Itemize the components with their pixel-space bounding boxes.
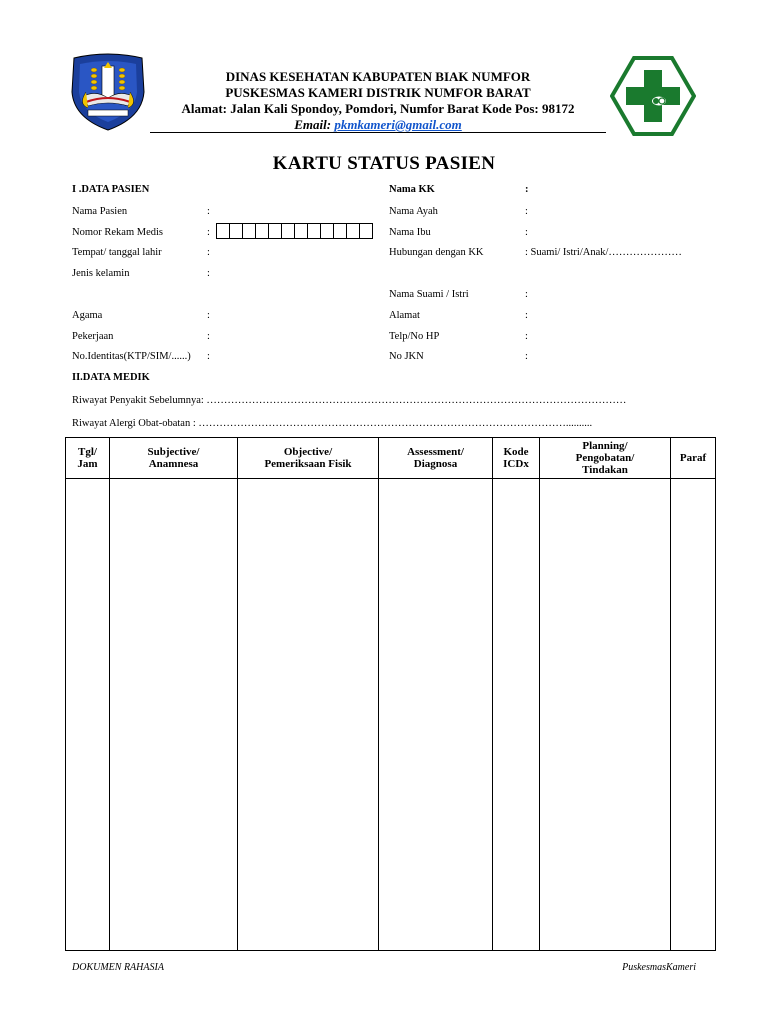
- col-header-tgl-jam: Tgl/ Jam: [66, 438, 110, 479]
- field-hubungan-kk-value: : Suami/ Istri/Anak/…………………: [525, 247, 682, 258]
- field-riwayat-penyakit: Riwayat Penyakit Sebelumnya: …………………………………………………………………………………………………………: [72, 395, 627, 406]
- digit-box[interactable]: [333, 223, 347, 239]
- regency-coat-of-arms-icon: [66, 52, 150, 132]
- field-alamat-colon: :: [525, 310, 528, 321]
- table-row: [66, 479, 716, 951]
- field-telp-label: Telp/No HP: [389, 331, 440, 342]
- cell-paraf[interactable]: [671, 479, 716, 951]
- header-institution: DINAS KESEHATAN KABUPATEN BIAK NUMFOR: [225, 69, 531, 84]
- field-nama-pasien-label: Nama Pasien: [72, 206, 128, 217]
- header-email: [150, 117, 606, 133]
- field-agama-label: Agama: [72, 310, 103, 321]
- footer-confidential: DOKUMEN RAHASIA: [72, 962, 164, 973]
- field-nama-ayah-colon: :: [525, 206, 528, 217]
- cell-tgl-jam[interactable]: [66, 479, 110, 951]
- section-data-pasien: I .DATA PASIEN: [72, 184, 150, 195]
- rekam-medis-boxes[interactable]: [216, 223, 372, 239]
- header-puskesmas: PUSKESMAS KAMERI DISTRIK NUMFOR BARAT: [225, 85, 531, 100]
- field-nama-ayah-label: Nama Ayah: [389, 206, 438, 217]
- digit-box[interactable]: [294, 223, 308, 239]
- digit-box[interactable]: [255, 223, 269, 239]
- field-tempat-lahir-label: Tempat/ tanggal lahir: [72, 247, 162, 258]
- field-nama-kk-colon: :: [525, 184, 529, 195]
- digit-box[interactable]: [229, 223, 243, 239]
- field-hubungan-kk-label: Hubungan dengan KK: [389, 247, 484, 258]
- field-pekerjaan-label: Pekerjaan: [72, 331, 114, 342]
- cell-planning[interactable]: [540, 479, 671, 951]
- field-telp-colon: :: [525, 331, 528, 342]
- field-rekam-medis-colon: :: [207, 227, 210, 238]
- field-jenis-kelamin-colon: :: [207, 268, 210, 279]
- field-nama-pasien-colon: :: [207, 206, 210, 217]
- field-jenis-kelamin-label: Jenis kelamin: [72, 268, 130, 279]
- digit-box[interactable]: [281, 223, 295, 239]
- header-divider: [150, 132, 606, 133]
- field-tempat-lahir-colon: :: [207, 247, 210, 258]
- field-no-jkn-colon: :: [525, 351, 528, 362]
- digit-box[interactable]: [307, 223, 321, 239]
- email-label: Email:: [294, 117, 332, 132]
- col-header-subjective: Subjective/ Anamnesa: [110, 438, 238, 479]
- digit-box[interactable]: [216, 223, 230, 239]
- field-alamat-label: Alamat: [389, 310, 420, 321]
- field-nama-suami-istri-label: Nama Suami / Istri: [389, 289, 469, 300]
- field-no-jkn-label: No JKN: [389, 351, 424, 362]
- digit-box[interactable]: [359, 223, 373, 239]
- col-header-kode-icdx: Kode ICDx: [493, 438, 540, 479]
- section-data-medik: II.DATA MEDIK: [72, 372, 150, 383]
- field-nama-ibu-colon: :: [525, 227, 528, 238]
- header-address: Alamat: Jalan Kali Spondoy, Pomdori, Numfor Barat Kode Pos: 98172: [181, 101, 575, 116]
- cell-subjective[interactable]: [110, 479, 238, 951]
- digit-box[interactable]: [268, 223, 282, 239]
- digit-box[interactable]: [346, 223, 360, 239]
- field-identitas-label: No.Identitas(KTP/SIM/......): [72, 351, 191, 362]
- footer-puskesmas: PuskesmasKameri: [622, 962, 696, 973]
- field-nama-ibu-label: Nama Ibu: [389, 227, 431, 238]
- field-pekerjaan-colon: :: [207, 331, 210, 342]
- field-nama-kk-label: Nama KK: [389, 184, 435, 195]
- field-agama-colon: :: [207, 310, 210, 321]
- cell-objective[interactable]: [238, 479, 379, 951]
- col-header-planning: Planning/ Pengobatan/ Tindakan: [540, 438, 671, 479]
- soap-table: [65, 437, 716, 951]
- field-nama-suami-istri-colon: :: [525, 289, 528, 300]
- cell-assessment[interactable]: [379, 479, 493, 951]
- page-title: KARTU STATUS PASIEN: [272, 153, 496, 174]
- cell-kode-icdx[interactable]: [493, 479, 540, 951]
- field-identitas-colon: :: [207, 351, 210, 362]
- email-link[interactable]: pkmkameri@gmail.com: [334, 117, 462, 132]
- col-header-assessment: Assessment/ Diagnosa: [379, 438, 493, 479]
- field-rekam-medis-label: Nomor Rekam Medis: [72, 227, 163, 238]
- digit-box[interactable]: [320, 223, 334, 239]
- puskesmas-cross-logo-icon: [610, 56, 696, 136]
- table-header-row: [66, 438, 716, 479]
- digit-box[interactable]: [242, 223, 256, 239]
- col-header-objective: Objective/ Pemeriksaan Fisik: [238, 438, 379, 479]
- field-riwayat-alergi: Riwayat Alergi Obat-obatan : ……………………………………………………………………………………………..........: [72, 418, 593, 429]
- col-header-paraf: Paraf: [671, 438, 716, 479]
